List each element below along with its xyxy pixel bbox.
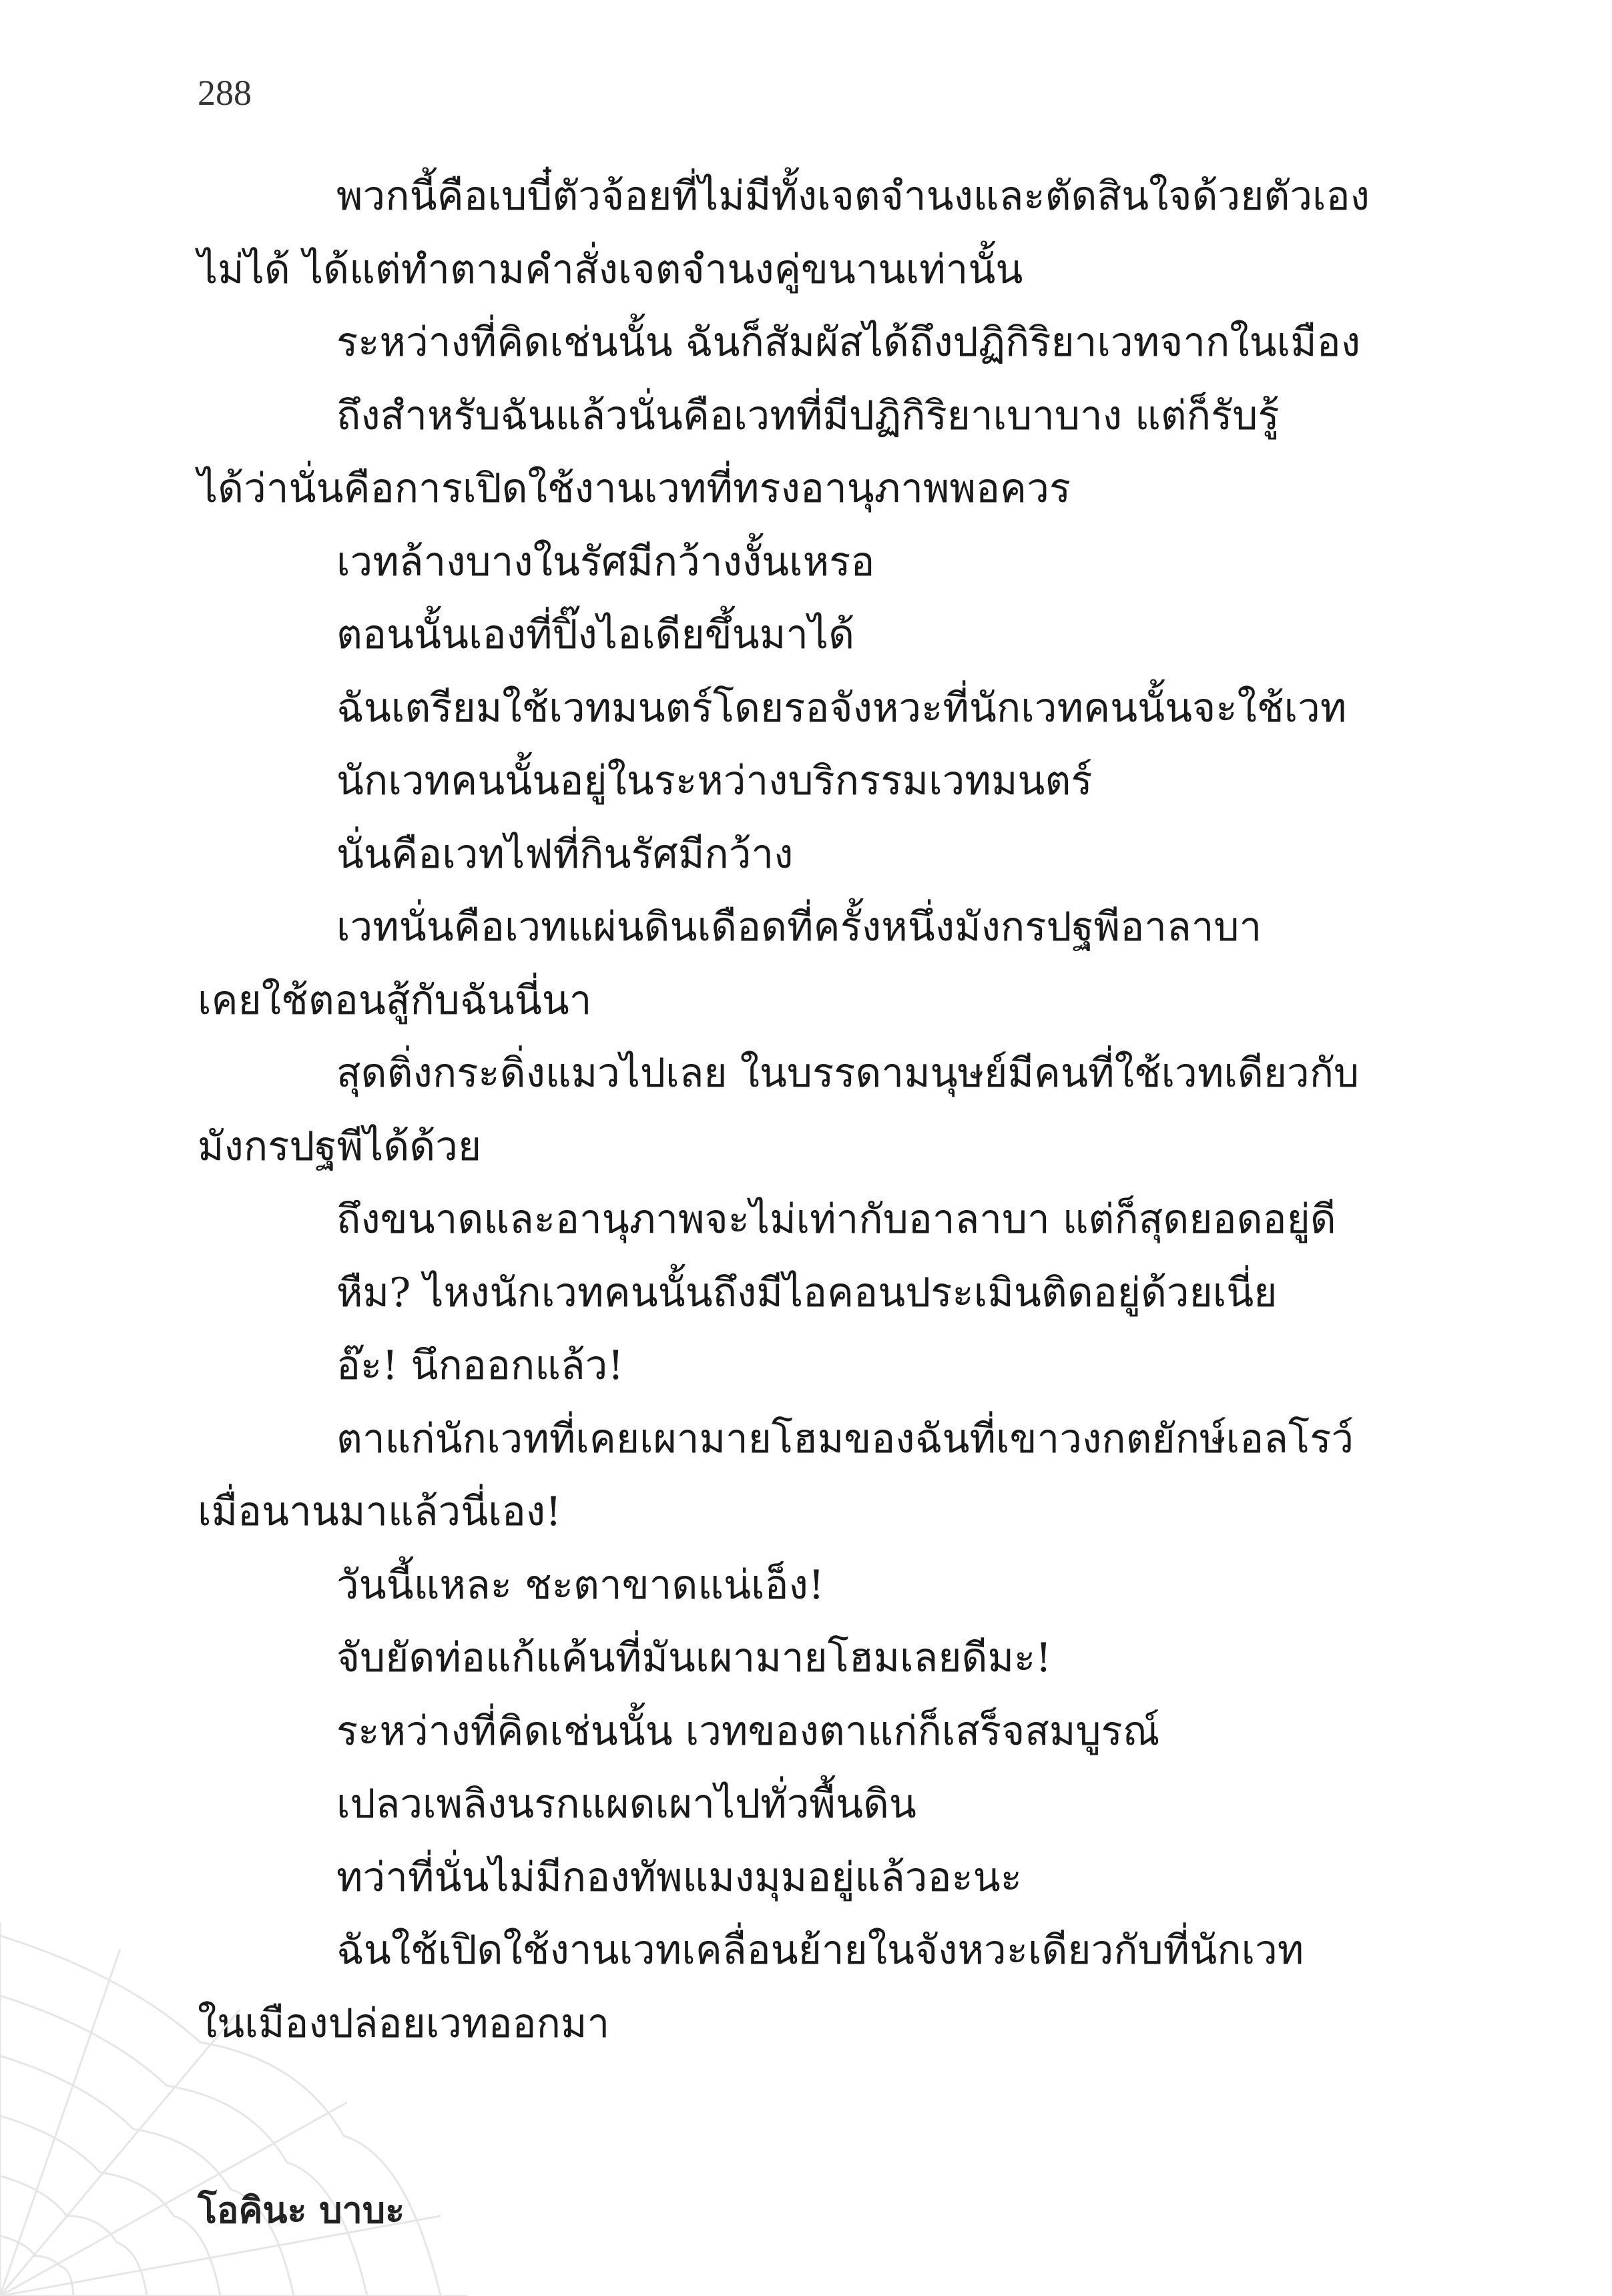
- text-line: ฉันเตรียมใช้เวทมนตร์โดยรอจังหวะที่นักเวทคนนั้นจะใช้เวท: [336, 684, 1347, 732]
- text-line: เวทล้างบางในรัศมีกว้างงั้นเหรอ: [336, 538, 875, 585]
- text-line: ระหว่างที่คิดเช่นนั้น เวทของตาแก่ก็เสร็จสมบูรณ์: [336, 1707, 1160, 1755]
- text-line: ได้ว่านั่นคือการเปิดใช้งานเวทที่ทรงอานุภาพพอควร: [198, 465, 1071, 512]
- text-line: เวทนั่นคือเวทแผ่นดินเดือดที่ครั้งหนึ่งมังกรปฐพีอาลาบา: [336, 904, 1262, 950]
- text-line: ไม่ได้ ได้แต่ทำตามคำสั่งเจตจำนงคู่ขนานเท่านั้น: [198, 246, 1023, 293]
- text-line: จับยัดท่อแก้แค้นที่มันเผามายโฮมเลยดีมะ!: [336, 1635, 1052, 1681]
- text-line: ถึงขนาดและอานุภาพจะไม่เท่ากับอาลาบา แต่ก็สุดยอดอยู่ดี: [336, 1196, 1336, 1243]
- text-line: ในเมืองปล่อยเวทออกมา: [198, 2000, 610, 2047]
- text-line: เปลวเพลิงนรกแผดเผาไปทั่วพื้นดิน: [336, 1781, 916, 1827]
- spider-web-icon: [0, 1922, 467, 2296]
- text-line: เคยใช้ตอนสู้กับฉันนี่นา: [198, 976, 592, 1024]
- text-line: ตอนนั้นเองที่ปิ๊งไอเดียขึ้นมาได้: [336, 611, 855, 658]
- page-number: 288: [198, 73, 252, 113]
- text-line: นักเวทคนนั้นอยู่ในระหว่างบริกรรมเวทมนตร์: [336, 758, 1093, 804]
- text-line: ทว่าที่นั่นไม่มีกองทัพแมงมุมอยู่แล้วอะนะ: [336, 1853, 1023, 1901]
- text-line: ตาแก่นักเวทที่เคยเผามายโฮมของฉันที่เขาวงกตยักษ์เอลโรว์: [336, 1415, 1354, 1462]
- text-line: พวกนี้คือเบบี๋ตัวจ้อยที่ไม่มีทั้งเจตจำนงและตัดสินใจด้วยตัวเอง: [336, 173, 1370, 220]
- text-line: มังกรปฐพีได้ด้วย: [198, 1123, 482, 1170]
- text-line: สุดติ่งกระดิ่งแมวไปเลย ในบรรดามนุษย์มีคนที่ใช้เวทเดียวกับ: [336, 1050, 1360, 1097]
- text-line: นั่นคือเวทไฟที่กินรัศมีกว้าง: [336, 830, 794, 878]
- text-line: หืม? ไหงนักเวทคนนั้นถึงมีไอคอนประเมินติดอยู่ด้วยเนี่ย: [336, 1269, 1278, 1316]
- text-line: ระหว่างที่คิดเช่นนั้น ฉันก็สัมผัสได้ถึงปฏิกิริยาเวทจากในเมือง: [336, 319, 1361, 366]
- text-line: เมื่อนานมาแล้วนี่เอง!: [198, 1488, 562, 1535]
- text-line: ฉันใช้เปิดใช้งานเวทเคลื่อนย้ายในจังหวะเดียวกับที่นักเวท: [336, 1927, 1304, 1974]
- text-line: ถึงสำหรับฉันแล้วนั่นคือเวทที่มีปฏิกิริยาเบาบาง แต่ก็รับรู้: [336, 392, 1280, 439]
- text-line: อ๊ะ! นึกออกแล้ว!: [336, 1342, 624, 1389]
- text-line: วันนี้แหละ ชะตาขาดแน่เอ็ง!: [336, 1561, 824, 1609]
- body-text: [198, 160, 1406, 2060]
- book-title: โอคินะ บาบะ: [198, 2189, 405, 2231]
